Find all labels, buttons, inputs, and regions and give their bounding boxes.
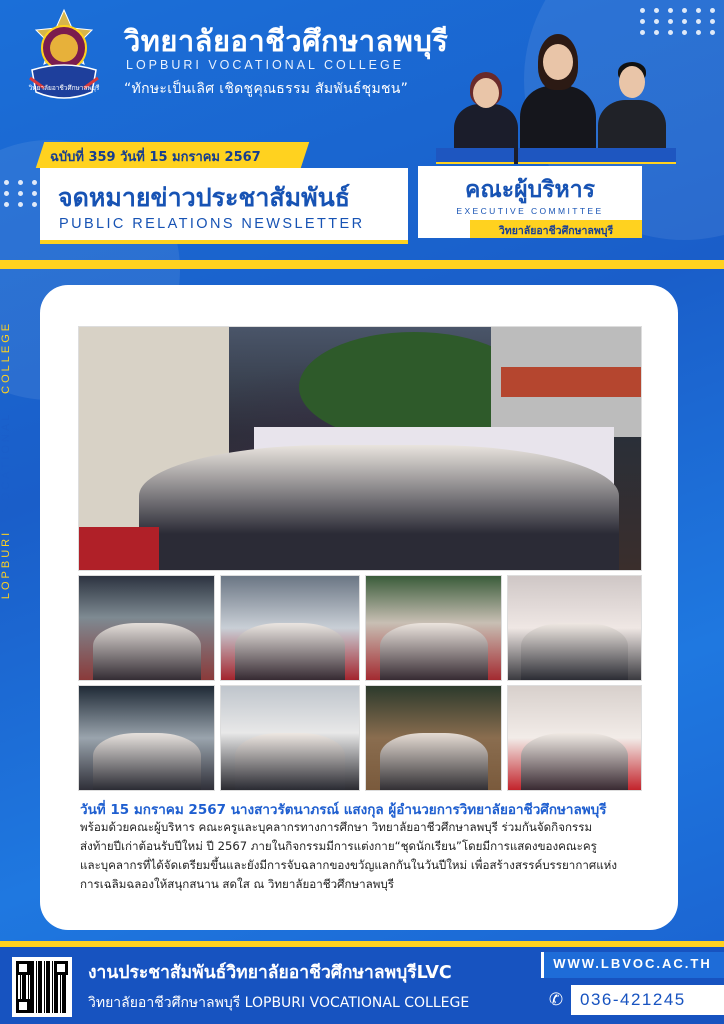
executives-photo: [436, 28, 676, 164]
footer-college-name: วิทยาลัยอาชีวศึกษาลพบุรี LOPBURI VOCATIONAL COLLEGE: [88, 995, 470, 1011]
phone-icon: ✆: [541, 985, 571, 1015]
event-photo-thumbnail: [78, 685, 215, 791]
header-divider-stripe: [0, 260, 724, 269]
phone-number[interactable]: 036-421245: [580, 990, 686, 1009]
college-logo: [26, 8, 102, 108]
footer-department-title: งานประชาสัมพันธ์วิทยาลัยอาชีวศึกษาลพบุรีLVC: [88, 963, 452, 983]
side-label-vocational: VOCATIONAL: [0, 412, 12, 512]
article-line: การเฉลิมฉลองให้สนุกสนาน สดใส ณ วิทยาลัยอาชีวศึกษาลพบุรี: [80, 877, 394, 891]
executive-name-tag: [598, 148, 676, 164]
event-photo-thumbnail: [220, 685, 360, 791]
article-headline: วันที่ 15 มกราคม 2567 นางสาวรัตนาภรณ์ แสงกุล ผู้อำนวยการวิทยาลัยอาชีวศึกษาลพบุรี: [80, 802, 607, 818]
qr-code[interactable]: [12, 957, 72, 1017]
executive-college-name: วิทยาลัยอาชีวศึกษาลพบุรี: [498, 225, 614, 237]
article-line: ส่งท้ายปีเก่าต้อนรับปีใหม่ ปี 2567 ภายในกิจกรรมมีการแต่งกาย“ชุดนักเรียน”โดยมีการแสดงของคณะครู: [80, 839, 597, 853]
executive-name-tag: [436, 148, 514, 164]
logo-caption: วิทยาลัยอาชีวศึกษาลพบุรี: [28, 84, 100, 92]
main-event-photo: [78, 326, 642, 571]
event-photo-thumbnail: [365, 575, 502, 681]
article-line: พร้อมด้วยคณะผู้บริหาร คณะครูและบุคลากรทางการศึกษา วิทยาลัยอาชีวศึกษาลพบุรี ร่วมกันจัดกิจกรรม: [80, 820, 593, 834]
article-body: [80, 818, 658, 894]
college-slogan: “ทักษะเป็นเลิศ เชิดชูคุณธรรม สัมพันธ์ชุมชน”: [124, 81, 409, 97]
executive-committee-thai: คณะผู้บริหาร: [465, 177, 595, 203]
side-vertical-label: [0, 300, 20, 620]
issue-number-date: ฉบับที่ 359 วันที่ 15 มกราคม 2567: [50, 150, 261, 165]
executive-person: [516, 34, 600, 164]
newsletter-title-english: PUBLIC RELATIONS NEWSLETTER: [59, 216, 365, 232]
newsletter-title-thai: จดหมายข่าวประชาสัมพันธ์: [58, 183, 350, 212]
side-label-college: COLLEGE: [0, 320, 12, 394]
event-photo-thumbnail: [365, 685, 502, 791]
event-photo-thumbnail: [507, 685, 642, 791]
event-photo-thumbnail: [507, 575, 642, 681]
event-photo-thumbnail: [78, 575, 215, 681]
executive-name-tag: [518, 148, 598, 164]
college-name-english: LOPBURI VOCATIONAL COLLEGE: [126, 58, 405, 72]
executive-committee-english: EXECUTIVE COMMITTEE: [456, 206, 604, 216]
article-line: และบุคลากรที่ได้จัดเตรียมขึ้นและยังมีการจับฉลากของขวัญแลกกันในวันปีใหม่ เพื่อสร้างสรรค์บรรยากาศแห่ง: [80, 858, 617, 872]
website-link[interactable]: WWW.LBVOC.AC.TH: [553, 956, 712, 971]
side-label-lopburi: LOPBURI: [0, 529, 12, 600]
event-photo-thumbnail: [220, 575, 360, 681]
college-name-thai: วิทยาลัยอาชีวศึกษาลพบุรี: [124, 24, 449, 58]
